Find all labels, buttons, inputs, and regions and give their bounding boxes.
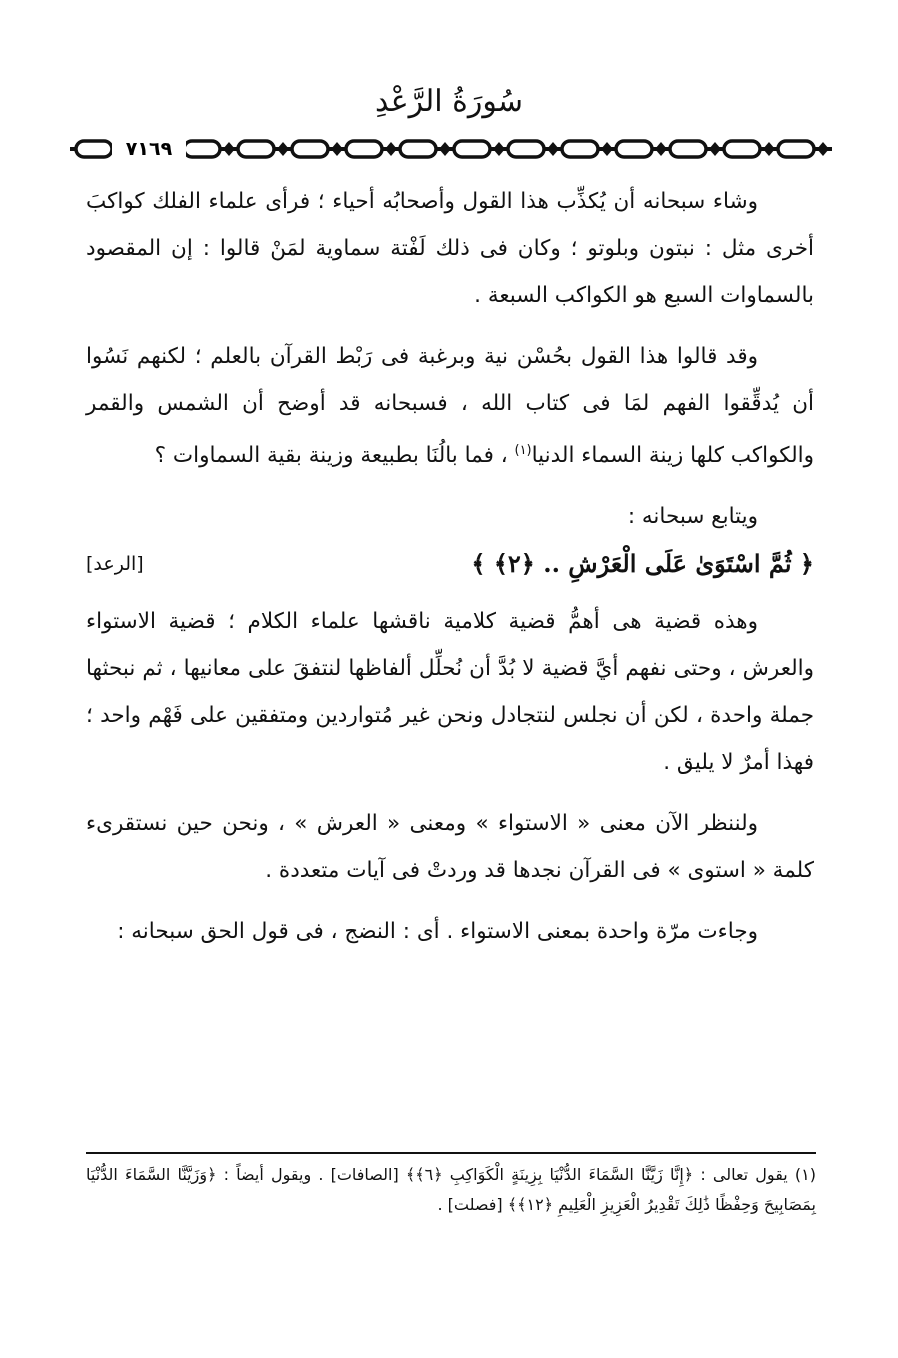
ornament-oval [184, 141, 220, 157]
ornament-diamond [277, 142, 289, 156]
paragraph-3: ويتابع سبحانه : [627, 504, 758, 530]
quran-verse: ﴿ ثُمَّ اسْتَوَىٰ عَلَى الْعَرْشِ .. ﴿٢﴾ ﴾ [471, 549, 814, 579]
ornament-oval [292, 141, 328, 157]
ornament-diamond [655, 142, 667, 156]
ornament-oval [562, 141, 598, 157]
ornament-diamond [547, 142, 559, 156]
paragraph-6: وجاءت مرّة واحدة بمعنى الاستواء . أى : النضج ، فى قول الحق سبحانه : [117, 919, 758, 945]
ornament-oval [76, 141, 112, 157]
ornament-diamond [223, 142, 235, 156]
verse-reference: [الرعد] [86, 553, 144, 576]
footnote-marker: (١) [514, 443, 532, 458]
ornament-diamond [439, 142, 451, 156]
paragraph-2-tail: ، فما بالُنَا بطبيعة وزينة بقية السماوات ؟ [154, 443, 515, 469]
verse-row [86, 542, 814, 586]
footnote: (١) يقول تعالى : ﴿إِنَّا زَيَّنَّا السَّمَاءَ الدُّنْيَا بِزِينَةٍ الْكَوَاكِبِ ﴿٦﴾﴾ [الصافات] . ويقول أيضاً : ﴿وَزَيَّنَّا السَّمَاءَ الدُّنْيَا بِمَصَابِيحَ وَحِفْظًا ذَٰلِكَ تَقْدِيرُ الْعَزِيزِ الْعَلِيمِ ﴿١٢﴾﴾ [فصلت] . [86, 1165, 816, 1214]
paragraph-1: وشاء سبحانه أن يُكذِّب هذا القول وأصحابُه أحياء ؛ فرأى علماء الفلك كواكبَ أخرى مثل : نبتون وبلوتو ؛ وكان فى ذلك لَفْتة سماوية لمَنْ قالوا : إن المقصود بالسماوات السبع هو الكواكب السبعة . [86, 189, 814, 308]
ornament-oval [508, 141, 544, 157]
footnote-divider [86, 1152, 816, 1154]
page-number: ٧١٦٩ [112, 136, 186, 162]
ornament-diamond [493, 142, 505, 156]
ornament-oval [346, 141, 382, 157]
paragraph-2 [86, 333, 814, 479]
paragraph-2-text: وقد قالوا هذا القول بحُسْن نية وبرغبة فى رَبْط القرآن بالعلم ؛ لكنهم نَسُوا أن يُدقِّقوا الفهم لمَا فى كتاب الله ، فسبحانه قد أوضح أن الشمس والقمر والكواكب كلها زينة السماء الدنيا [86, 344, 814, 469]
ornament-diamond [763, 142, 775, 156]
body-text [86, 178, 814, 969]
ornament-diamond [709, 142, 721, 156]
ornament-diamond [601, 142, 613, 156]
ornament-oval [400, 141, 436, 157]
ornament-oval [238, 141, 274, 157]
ornament-diamond [385, 142, 397, 156]
ornament-oval [670, 141, 706, 157]
ornament-diamond [331, 142, 343, 156]
paragraph-5: ولننظر الآن معنى « الاستواء » ومعنى « العرش » ، ونحن حين نستقرىء كلمة « استوى » فى القرآن نجدها قد وردتْ فى آيات متعددة . [86, 811, 814, 884]
ornament-oval [616, 141, 652, 157]
paragraph-4: وهذه قضية هى أهمُّ قضية كلامية ناقشها علماء الكلام ؛ قضية الاستواء والعرش ، وحتى نفهم أيَّ قضية لا بُدَّ أن نُحلِّل ألفاظها لنتفقَ على معانيها ، ثم نبحثها جملة واحدة ، لكن أن نجلس لنتجادل ونحن غير مُتواردين ومتفقين على فَهْم واحد ؛ فهذا أمرٌ لا يليق . [86, 609, 814, 776]
ornament-oval [778, 141, 814, 157]
surah-title: سُورَةُ الرَّعْدِ [374, 84, 524, 119]
ornament-oval [724, 141, 760, 157]
ornament-diamond [817, 142, 829, 156]
ornament-oval [454, 141, 490, 157]
